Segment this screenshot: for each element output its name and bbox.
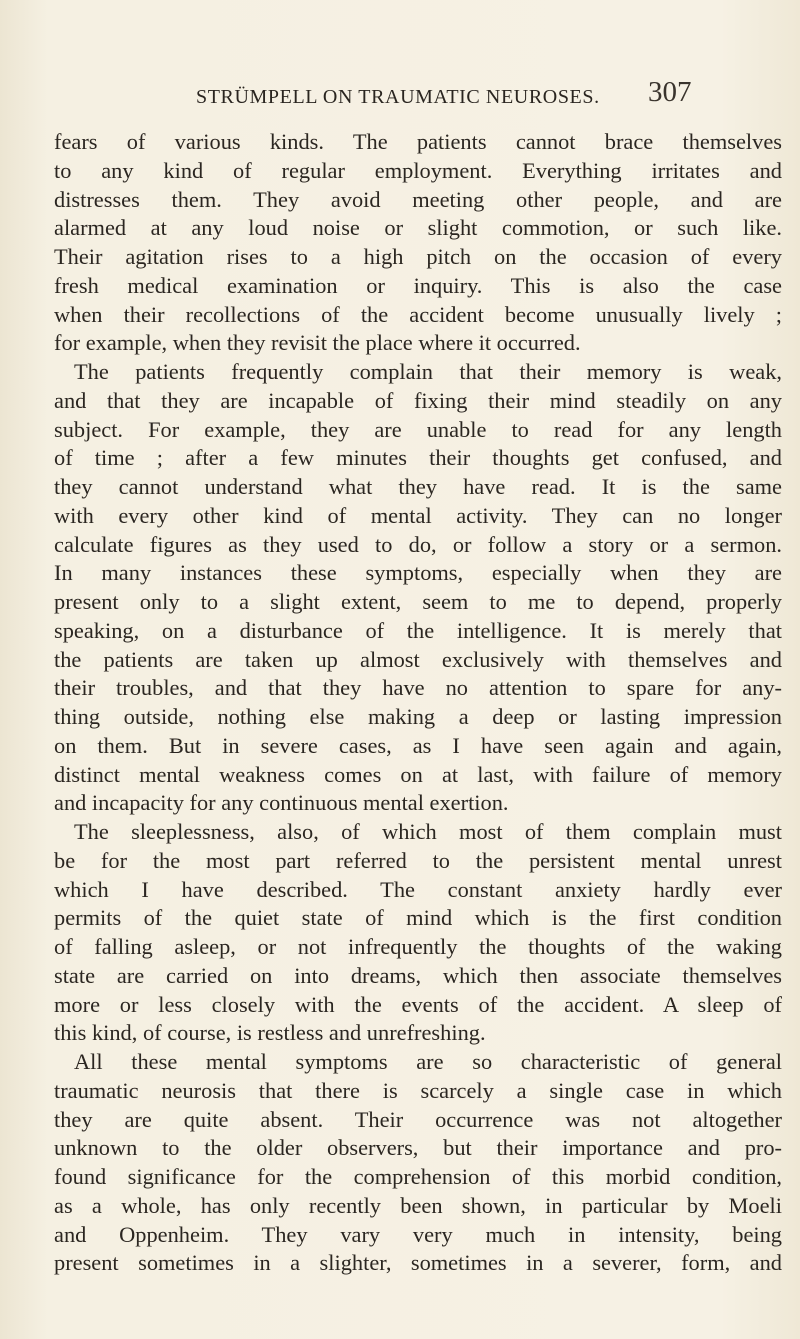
paragraph-start-line: All these mental symptoms are so characteristic of general <box>74 1049 782 1074</box>
text-line: traumatic neurosis that there is scarcely a single case in which <box>54 1077 782 1103</box>
text-line: more or less closely with the events of the accident. A sleep of <box>54 991 782 1017</box>
text-line: present only to a slight extent, seem to me to depend, properly <box>54 589 782 614</box>
text-line: calculate figures as they used to do, or follow a story or a sermon. <box>54 531 782 557</box>
text-line: as a whole, has only recently been shown, in particular by Moeli <box>54 1192 782 1218</box>
text-line: state are carried on into dreams, which then associate themselves <box>54 962 782 988</box>
text-line: which I have described. The constant anxiety hardly ever <box>54 876 782 902</box>
text-line: Their agitation rises to a high pitch on the occasion of every <box>54 244 782 269</box>
text-line: they are quite absent. Their occurrence was not altogether <box>54 1106 782 1132</box>
text-line: unknown to the older observers, but their importance and pro- <box>54 1135 782 1161</box>
paragraph-start-line: The sleeplessness, also, of which most of them complain must <box>74 819 782 844</box>
text-line: the patients are taken up almost exclusively with themselves and <box>54 646 782 672</box>
text-line: found significance for the comprehension of this morbid condition, <box>54 1164 782 1189</box>
text-line: distinct mental weakness comes on at last, with failure of memory <box>54 761 782 787</box>
running-head: STRÜMPELL ON TRAUMATIC NEUROSES. <box>196 86 600 108</box>
text-line: for example, when they revisit the place where it occurred. <box>54 330 581 356</box>
paragraph-start-line: The patients frequently complain that their memory is weak, <box>74 359 782 384</box>
body-text <box>54 128 782 1278</box>
text-line: to any kind of regular employment. Everything irritates and <box>54 157 782 183</box>
text-line: of falling asleep, or not infrequently the thoughts of the waking <box>54 934 782 959</box>
text-line: and Oppenheim. They vary very much in intensity, being <box>54 1221 782 1247</box>
text-line: and that they are incapable of fixing their mind steadily on any <box>54 387 782 413</box>
text-line: of time ; after a few minutes their thoughts get confused, and <box>54 445 782 471</box>
text-line: fears of various kinds. The patients cannot brace themselves <box>54 129 782 154</box>
text-line: In many instances these symptoms, especially when they are <box>54 560 782 586</box>
text-line: distresses them. They avoid meeting other people, and are <box>54 186 782 212</box>
page-header <box>0 76 800 116</box>
text-line: permits of the quiet state of mind which is the first condition <box>54 905 782 931</box>
text-line: fresh medical examination or inquiry. This is also the case <box>54 272 782 298</box>
text-line: subject. For example, they are unable to read for any length <box>54 416 782 442</box>
text-line: present sometimes in a slighter, sometimes in a severer, form, and <box>54 1250 782 1276</box>
text-line: this kind, of course, is restless and unrefreshing. <box>54 1020 486 1046</box>
text-line: thing outside, nothing else making a deep or lasting impression <box>54 704 782 729</box>
text-line: alarmed at any loud noise or slight commotion, or such like. <box>54 215 782 241</box>
text-line: speaking, on a disturbance of the intelligence. It is merely that <box>54 617 782 643</box>
text-line: their troubles, and that they have no attention to spare for any- <box>54 675 782 701</box>
text-line: be for the most part referred to the persistent mental unrest <box>54 847 782 873</box>
text-line: with every other kind of mental activity. They can no longer <box>54 502 782 528</box>
text-line: when their recollections of the accident become unusually lively ; <box>54 301 782 327</box>
text-line: they cannot understand what they have read. It is the same <box>54 474 782 499</box>
page-number: 307 <box>648 76 692 108</box>
text-line: and incapacity for any continuous mental exertion. <box>54 790 509 816</box>
text-line: on them. But in severe cases, as I have seen again and again, <box>54 732 782 758</box>
